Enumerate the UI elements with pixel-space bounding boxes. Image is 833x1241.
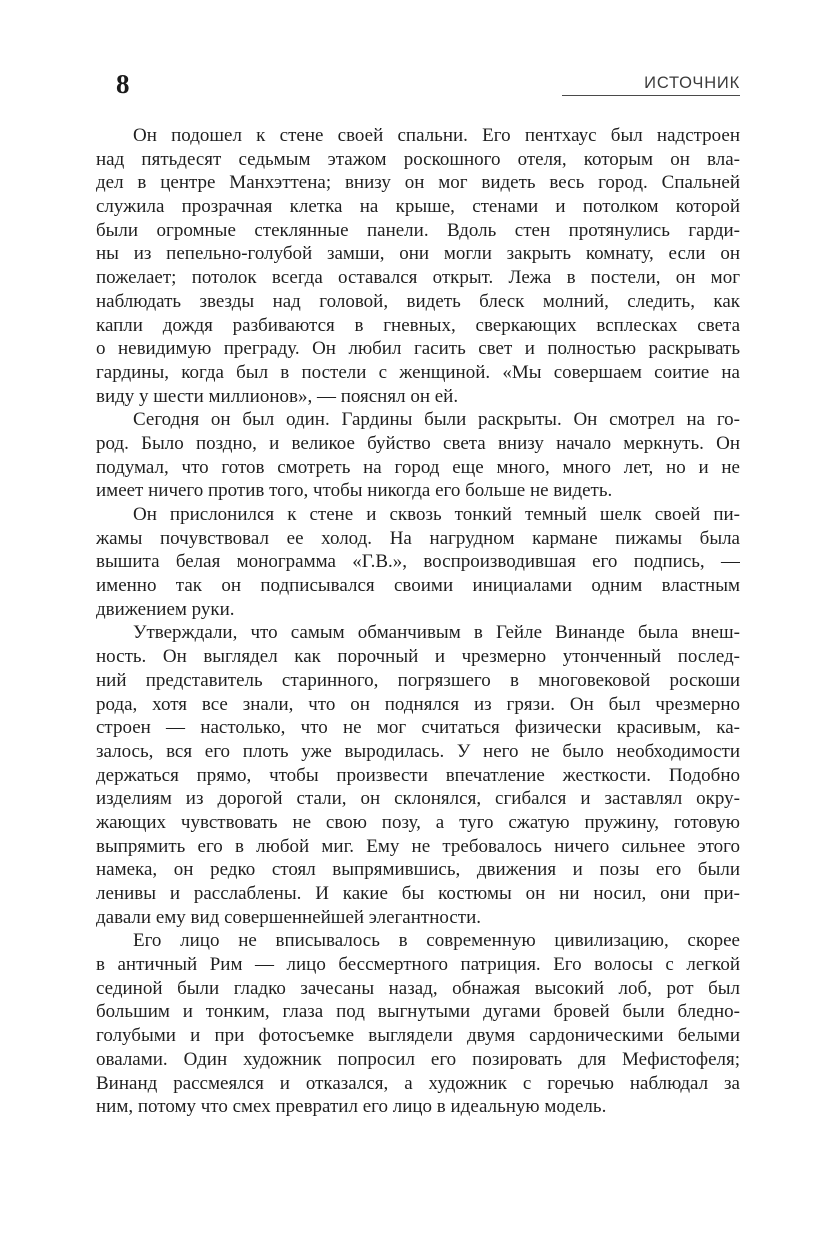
text-line: изделиям из дорогой стали, он склонялся, сгибался и заставлял окру-	[96, 788, 740, 810]
text-line: давали ему вид совершеннейшей элегантности.	[96, 906, 482, 928]
text-line: большим и тонким, глаза под выгнутыми дугами бровей были бледно-	[96, 1001, 740, 1023]
page-number: 8	[116, 69, 130, 99]
text-line: ний представитель старинного, погрязшего в многовековой роскоши	[96, 669, 740, 691]
text-line: пожелает; потолок всегда оставался открыт. Лежа в постели, он мог	[96, 267, 740, 289]
text-line: именно так он подписывался своими инициалами одним властным	[96, 575, 740, 597]
text-line: залось, вся его плоть уже выродилась. У него не было необходимости	[96, 740, 740, 762]
text-line: голубыми и при фотосъемке выглядели двумя сардоническими белыми	[96, 1025, 740, 1047]
text-line: были огромные стеклянные панели. Вдоль стен протянулись гарди-	[96, 219, 740, 241]
text-line: Он прислонился к стене и сквозь тонкий темный шелк своей пи-	[133, 504, 740, 525]
text-line: выпрямить его в любой миг. Ему не требовалось ничего сильнее этого	[96, 835, 740, 857]
text-line: ним, потому что смех превратил его лицо в идеальную модель.	[96, 1096, 607, 1118]
text-line: в античный Рим — лицо бессмертного патриция. Его волосы с легкой	[96, 954, 740, 976]
text-line: вышита белая монограмма «Г.В.», воспроизводившая его подпись, —	[96, 551, 740, 573]
text-line: над пятьдесят седьмым этажом роскошного отеля, которым он вла-	[96, 148, 740, 170]
text-line: Утверждали, что самым обманчивым в Гейле Винанде была внеш-	[133, 622, 740, 644]
text-line: наблюдать звезды над головой, видеть блеск молний, следить, как	[96, 290, 740, 312]
text-line: род. Было поздно, и великое буйство света внизу начало меркнуть. Он	[96, 432, 740, 454]
text-line: держаться прямо, чтобы произвести впечатление жесткости. Подобно	[96, 764, 740, 786]
paragraph	[96, 622, 740, 930]
text-line: строен — настолько, что не мог считаться физически красивым, ка-	[96, 717, 740, 739]
body-text	[96, 125, 740, 1120]
text-line: жамы почувствовал ее холод. На нагрудном кармане пижамы была	[96, 527, 740, 549]
text-line: виду у шести миллионов», — пояснял он ей.	[96, 385, 459, 407]
paragraph	[96, 125, 740, 409]
paragraph	[96, 409, 740, 504]
text-line: Он подошел к стене своей спальни. Его пентхаус был надстроен	[133, 125, 740, 146]
text-line: Винанд рассмеялся и отказался, а художник с горечью наблюдал за	[96, 1072, 740, 1094]
text-line: дел в центре Манхэттена; внизу он мог видеть весь город. Спальней	[96, 172, 740, 194]
text-line: ны из пепельно-голубой замши, они могли закрыть комнату, если он	[96, 243, 740, 265]
paragraph	[96, 504, 740, 622]
running-title: ИСТОЧНИК	[644, 74, 740, 92]
text-line: подумал, что готов смотреть на город еще много, много лет, но и не	[96, 456, 740, 478]
text-line: рода, хотя все знали, что он поднялся из грязи. Он был чрезмерно	[96, 693, 740, 715]
text-line: Его лицо не вписывалось в современную цивилизацию, скорее	[133, 930, 740, 952]
text-line: гардины, когда был в постели с женщиной. «Мы совершаем соитие на	[96, 361, 740, 383]
text-line: служила прозрачная клетка на крыше, стенами и потолком которой	[96, 196, 740, 218]
text-line: капли дождя разбиваются в гневных, сверкающих всплесках света	[96, 314, 740, 336]
text-line: овалами. Один художник попросил его позировать для Мефистофеля;	[96, 1048, 740, 1070]
text-line: движением руки.	[96, 598, 235, 620]
text-line: о невидимую преграду. Он любил гасить свет и полностью раскрывать	[96, 338, 740, 360]
text-line: Сегодня он был один. Гардины были раскрыты. Он смотрел на го-	[133, 409, 740, 431]
text-line: жающих чувствовать не свою позу, а туго сжатую пружину, готовую	[96, 811, 740, 833]
header-rule	[562, 95, 740, 96]
paragraph	[96, 930, 740, 1120]
text-line: намека, он редко стоял выпрямившись, движения и позы его были	[96, 859, 740, 881]
text-line: имеет ничего против того, чтобы никогда его больше не видеть.	[96, 480, 613, 502]
text-line: ность. Он выглядел как порочный и чрезмерно утонченный послед-	[96, 646, 740, 668]
text-line: сединой были гладко зачесаны назад, обнажая высокий лоб, рот был	[96, 977, 740, 999]
text-line: ленивы и расслаблены. И какие бы костюмы он ни носил, они при-	[96, 883, 740, 904]
running-header	[562, 74, 740, 96]
